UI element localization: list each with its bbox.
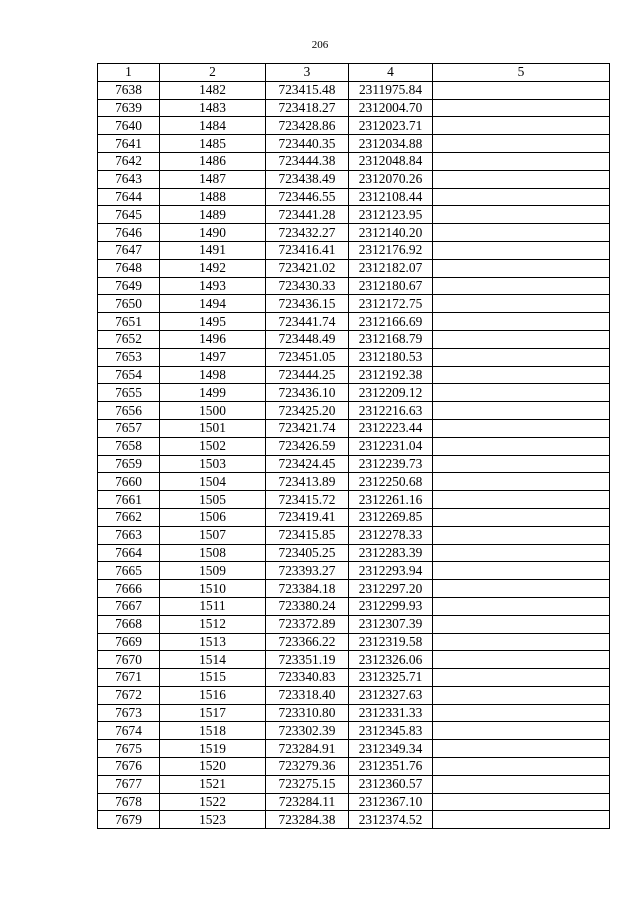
- table-row: [98, 330, 610, 348]
- x-coordinate: 723436.10: [266, 384, 349, 402]
- y-coordinate: 2312123.95: [349, 206, 433, 224]
- notes-cell: [433, 722, 610, 740]
- vertex-number: 1508: [160, 544, 266, 562]
- vertex-number: 1514: [160, 651, 266, 669]
- table-row: [98, 544, 610, 562]
- table-row: [98, 241, 610, 259]
- y-coordinate: 2312070.26: [349, 170, 433, 188]
- vertex-number: 1511: [160, 597, 266, 615]
- y-coordinate: 2312269.85: [349, 508, 433, 526]
- notes-cell: [433, 508, 610, 526]
- notes-cell: [433, 633, 610, 651]
- point-number: 7658: [98, 437, 160, 455]
- table-row: [98, 206, 610, 224]
- x-coordinate: 723436.15: [266, 295, 349, 313]
- table-row: [98, 597, 610, 615]
- table-row: [98, 188, 610, 206]
- table-row: [98, 170, 610, 188]
- vertex-number: 1518: [160, 722, 266, 740]
- y-coordinate: 2312192.38: [349, 366, 433, 384]
- x-coordinate: 723310.80: [266, 704, 349, 722]
- x-coordinate: 723415.72: [266, 491, 349, 509]
- x-coordinate: 723446.55: [266, 188, 349, 206]
- x-coordinate: 723284.38: [266, 811, 349, 829]
- notes-cell: [433, 206, 610, 224]
- table-row: [98, 384, 610, 402]
- point-number: 7673: [98, 704, 160, 722]
- table-row: [98, 651, 610, 669]
- x-coordinate: 723284.91: [266, 740, 349, 758]
- vertex-number: 1523: [160, 811, 266, 829]
- x-coordinate: 723279.36: [266, 758, 349, 776]
- y-coordinate: 2312048.84: [349, 152, 433, 170]
- notes-cell: [433, 224, 610, 242]
- notes-cell: [433, 135, 610, 153]
- vertex-number: 1498: [160, 366, 266, 384]
- table-row: [98, 775, 610, 793]
- y-coordinate: 2312293.94: [349, 562, 433, 580]
- table-row: [98, 473, 610, 491]
- y-coordinate: 2312231.04: [349, 437, 433, 455]
- point-number: 7645: [98, 206, 160, 224]
- table-row: [98, 491, 610, 509]
- notes-cell: [433, 188, 610, 206]
- notes-cell: [433, 526, 610, 544]
- notes-cell: [433, 99, 610, 117]
- point-number: 7652: [98, 330, 160, 348]
- vertex-number: 1492: [160, 259, 266, 277]
- y-coordinate: 2312349.34: [349, 740, 433, 758]
- x-coordinate: 723448.49: [266, 330, 349, 348]
- table-row: [98, 722, 610, 740]
- point-number: 7639: [98, 99, 160, 117]
- y-coordinate: 2312299.93: [349, 597, 433, 615]
- y-coordinate: 2312360.57: [349, 775, 433, 793]
- table-row: [98, 758, 610, 776]
- x-coordinate: 723366.22: [266, 633, 349, 651]
- y-coordinate: 2312182.07: [349, 259, 433, 277]
- x-coordinate: 723393.27: [266, 562, 349, 580]
- table-row: [98, 793, 610, 811]
- vertex-number: 1510: [160, 580, 266, 598]
- y-coordinate: 2312140.20: [349, 224, 433, 242]
- y-coordinate: 2312180.53: [349, 348, 433, 366]
- notes-cell: [433, 117, 610, 135]
- x-coordinate: 723441.74: [266, 313, 349, 331]
- vertex-number: 1504: [160, 473, 266, 491]
- x-coordinate: 723415.85: [266, 526, 349, 544]
- table-row: [98, 562, 610, 580]
- notes-cell: [433, 669, 610, 687]
- table-row: [98, 508, 610, 526]
- point-number: 7667: [98, 597, 160, 615]
- point-number: 7653: [98, 348, 160, 366]
- vertex-number: 1494: [160, 295, 266, 313]
- table-row: [98, 580, 610, 598]
- y-coordinate: 2312345.83: [349, 722, 433, 740]
- vertex-number: 1491: [160, 241, 266, 259]
- y-coordinate: 2312239.73: [349, 455, 433, 473]
- notes-cell: [433, 473, 610, 491]
- vertex-number: 1505: [160, 491, 266, 509]
- point-number: 7665: [98, 562, 160, 580]
- notes-cell: [433, 562, 610, 580]
- point-number: 7643: [98, 170, 160, 188]
- vertex-number: 1509: [160, 562, 266, 580]
- table-row: [98, 402, 610, 420]
- vertex-number: 1484: [160, 117, 266, 135]
- vertex-number: 1495: [160, 313, 266, 331]
- notes-cell: [433, 811, 610, 829]
- notes-cell: [433, 775, 610, 793]
- table-row: [98, 669, 610, 687]
- point-number: 7664: [98, 544, 160, 562]
- x-coordinate: 723444.25: [266, 366, 349, 384]
- point-number: 7661: [98, 491, 160, 509]
- vertex-number: 1517: [160, 704, 266, 722]
- x-coordinate: 723318.40: [266, 686, 349, 704]
- notes-cell: [433, 81, 610, 99]
- vertex-number: 1502: [160, 437, 266, 455]
- vertex-number: 1493: [160, 277, 266, 295]
- table-row: [98, 526, 610, 544]
- point-number: 7678: [98, 793, 160, 811]
- point-number: 7654: [98, 366, 160, 384]
- point-number: 7647: [98, 241, 160, 259]
- point-number: 7659: [98, 455, 160, 473]
- table-body: [98, 81, 610, 828]
- table-row: [98, 704, 610, 722]
- vertex-number: 1497: [160, 348, 266, 366]
- x-coordinate: 723421.74: [266, 419, 349, 437]
- notes-cell: [433, 740, 610, 758]
- x-coordinate: 723426.59: [266, 437, 349, 455]
- point-number: 7677: [98, 775, 160, 793]
- vertex-number: 1486: [160, 152, 266, 170]
- notes-cell: [433, 455, 610, 473]
- table-row: [98, 633, 610, 651]
- vertex-number: 1503: [160, 455, 266, 473]
- notes-cell: [433, 366, 610, 384]
- point-number: 7640: [98, 117, 160, 135]
- y-coordinate: 2312331.33: [349, 704, 433, 722]
- table-row: [98, 224, 610, 242]
- table-row: [98, 135, 610, 153]
- y-coordinate: 2312168.79: [349, 330, 433, 348]
- point-number: 7660: [98, 473, 160, 491]
- table-header-row: [98, 64, 610, 82]
- x-coordinate: 723428.86: [266, 117, 349, 135]
- notes-cell: [433, 419, 610, 437]
- point-number: 7641: [98, 135, 160, 153]
- x-coordinate: 723284.11: [266, 793, 349, 811]
- vertex-number: 1499: [160, 384, 266, 402]
- notes-cell: [433, 313, 610, 331]
- vertex-number: 1500: [160, 402, 266, 420]
- x-coordinate: 723351.19: [266, 651, 349, 669]
- x-coordinate: 723405.25: [266, 544, 349, 562]
- y-coordinate: 2312327.63: [349, 686, 433, 704]
- y-coordinate: 2312209.12: [349, 384, 433, 402]
- table-row: [98, 437, 610, 455]
- point-number: 7671: [98, 669, 160, 687]
- x-coordinate: 723432.27: [266, 224, 349, 242]
- point-number: 7676: [98, 758, 160, 776]
- vertex-number: 1516: [160, 686, 266, 704]
- notes-cell: [433, 348, 610, 366]
- x-coordinate: 723275.15: [266, 775, 349, 793]
- point-number: 7638: [98, 81, 160, 99]
- notes-cell: [433, 277, 610, 295]
- vertex-number: 1485: [160, 135, 266, 153]
- y-coordinate: 2312297.20: [349, 580, 433, 598]
- column-header-1: 1: [98, 64, 160, 82]
- vertex-number: 1488: [160, 188, 266, 206]
- notes-cell: [433, 170, 610, 188]
- point-number: 7663: [98, 526, 160, 544]
- notes-cell: [433, 580, 610, 598]
- point-number: 7648: [98, 259, 160, 277]
- notes-cell: [433, 259, 610, 277]
- notes-cell: [433, 793, 610, 811]
- notes-cell: [433, 758, 610, 776]
- point-number: 7646: [98, 224, 160, 242]
- vertex-number: 1487: [160, 170, 266, 188]
- point-number: 7662: [98, 508, 160, 526]
- x-coordinate: 723413.89: [266, 473, 349, 491]
- x-coordinate: 723441.28: [266, 206, 349, 224]
- point-number: 7668: [98, 615, 160, 633]
- vertex-number: 1520: [160, 758, 266, 776]
- x-coordinate: 723340.83: [266, 669, 349, 687]
- x-coordinate: 723415.48: [266, 81, 349, 99]
- x-coordinate: 723384.18: [266, 580, 349, 598]
- vertex-number: 1489: [160, 206, 266, 224]
- y-coordinate: 2312326.06: [349, 651, 433, 669]
- vertex-number: 1501: [160, 419, 266, 437]
- table-row: [98, 313, 610, 331]
- point-number: 7650: [98, 295, 160, 313]
- x-coordinate: 723421.02: [266, 259, 349, 277]
- vertex-number: 1482: [160, 81, 266, 99]
- table-row: [98, 277, 610, 295]
- x-coordinate: 723372.89: [266, 615, 349, 633]
- y-coordinate: 2312250.68: [349, 473, 433, 491]
- vertex-number: 1496: [160, 330, 266, 348]
- y-coordinate: 2312166.69: [349, 313, 433, 331]
- y-coordinate: 2312319.58: [349, 633, 433, 651]
- vertex-number: 1521: [160, 775, 266, 793]
- point-number: 7642: [98, 152, 160, 170]
- point-number: 7666: [98, 580, 160, 598]
- point-number: 7672: [98, 686, 160, 704]
- notes-cell: [433, 330, 610, 348]
- table-row: [98, 686, 610, 704]
- y-coordinate: 2312325.71: [349, 669, 433, 687]
- point-number: 7674: [98, 722, 160, 740]
- notes-cell: [433, 651, 610, 669]
- notes-cell: [433, 597, 610, 615]
- coordinates-table: [97, 63, 610, 829]
- y-coordinate: 2312351.76: [349, 758, 433, 776]
- vertex-number: 1483: [160, 99, 266, 117]
- table-row: [98, 295, 610, 313]
- point-number: 7655: [98, 384, 160, 402]
- notes-cell: [433, 544, 610, 562]
- table-row: [98, 419, 610, 437]
- x-coordinate: 723430.33: [266, 277, 349, 295]
- vertex-number: 1522: [160, 793, 266, 811]
- point-number: 7670: [98, 651, 160, 669]
- table-row: [98, 615, 610, 633]
- y-coordinate: 2312223.44: [349, 419, 433, 437]
- vertex-number: 1490: [160, 224, 266, 242]
- table-row: [98, 117, 610, 135]
- notes-cell: [433, 615, 610, 633]
- vertex-number: 1512: [160, 615, 266, 633]
- x-coordinate: 723380.24: [266, 597, 349, 615]
- notes-cell: [433, 686, 610, 704]
- notes-cell: [433, 295, 610, 313]
- notes-cell: [433, 152, 610, 170]
- x-coordinate: 723438.49: [266, 170, 349, 188]
- x-coordinate: 723419.41: [266, 508, 349, 526]
- y-coordinate: 2312023.71: [349, 117, 433, 135]
- y-coordinate: 2312172.75: [349, 295, 433, 313]
- table-row: [98, 366, 610, 384]
- column-header-2: 2: [160, 64, 266, 82]
- notes-cell: [433, 402, 610, 420]
- y-coordinate: 2312261.16: [349, 491, 433, 509]
- column-header-4: 4: [349, 64, 433, 82]
- point-number: 7679: [98, 811, 160, 829]
- notes-cell: [433, 384, 610, 402]
- x-coordinate: 723440.35: [266, 135, 349, 153]
- y-coordinate: 2312180.67: [349, 277, 433, 295]
- y-coordinate: 2312278.33: [349, 526, 433, 544]
- notes-cell: [433, 437, 610, 455]
- x-coordinate: 723425.20: [266, 402, 349, 420]
- x-coordinate: 723416.41: [266, 241, 349, 259]
- vertex-number: 1513: [160, 633, 266, 651]
- y-coordinate: 2312283.39: [349, 544, 433, 562]
- x-coordinate: 723418.27: [266, 99, 349, 117]
- vertex-number: 1515: [160, 669, 266, 687]
- y-coordinate: 2312034.88: [349, 135, 433, 153]
- table-row: [98, 99, 610, 117]
- y-coordinate: 2311975.84: [349, 81, 433, 99]
- table-row: [98, 152, 610, 170]
- table-row: [98, 259, 610, 277]
- y-coordinate: 2312367.10: [349, 793, 433, 811]
- vertex-number: 1507: [160, 526, 266, 544]
- column-header-5: 5: [433, 64, 610, 82]
- table-row: [98, 81, 610, 99]
- table-row: [98, 455, 610, 473]
- table-row: [98, 811, 610, 829]
- vertex-number: 1519: [160, 740, 266, 758]
- x-coordinate: 723424.45: [266, 455, 349, 473]
- y-coordinate: 2312307.39: [349, 615, 433, 633]
- y-coordinate: 2312374.52: [349, 811, 433, 829]
- y-coordinate: 2312216.63: [349, 402, 433, 420]
- y-coordinate: 2312004.70: [349, 99, 433, 117]
- column-header-3: 3: [266, 64, 349, 82]
- page-number: 206: [311, 39, 329, 51]
- x-coordinate: 723451.05: [266, 348, 349, 366]
- notes-cell: [433, 241, 610, 259]
- y-coordinate: 2312176.92: [349, 241, 433, 259]
- point-number: 7669: [98, 633, 160, 651]
- point-number: 7651: [98, 313, 160, 331]
- point-number: 7656: [98, 402, 160, 420]
- vertex-number: 1506: [160, 508, 266, 526]
- y-coordinate: 2312108.44: [349, 188, 433, 206]
- x-coordinate: 723444.38: [266, 152, 349, 170]
- point-number: 7657: [98, 419, 160, 437]
- x-coordinate: 723302.39: [266, 722, 349, 740]
- notes-cell: [433, 491, 610, 509]
- notes-cell: [433, 704, 610, 722]
- table-row: [98, 740, 610, 758]
- point-number: 7675: [98, 740, 160, 758]
- table-row: [98, 348, 610, 366]
- point-number: 7649: [98, 277, 160, 295]
- point-number: 7644: [98, 188, 160, 206]
